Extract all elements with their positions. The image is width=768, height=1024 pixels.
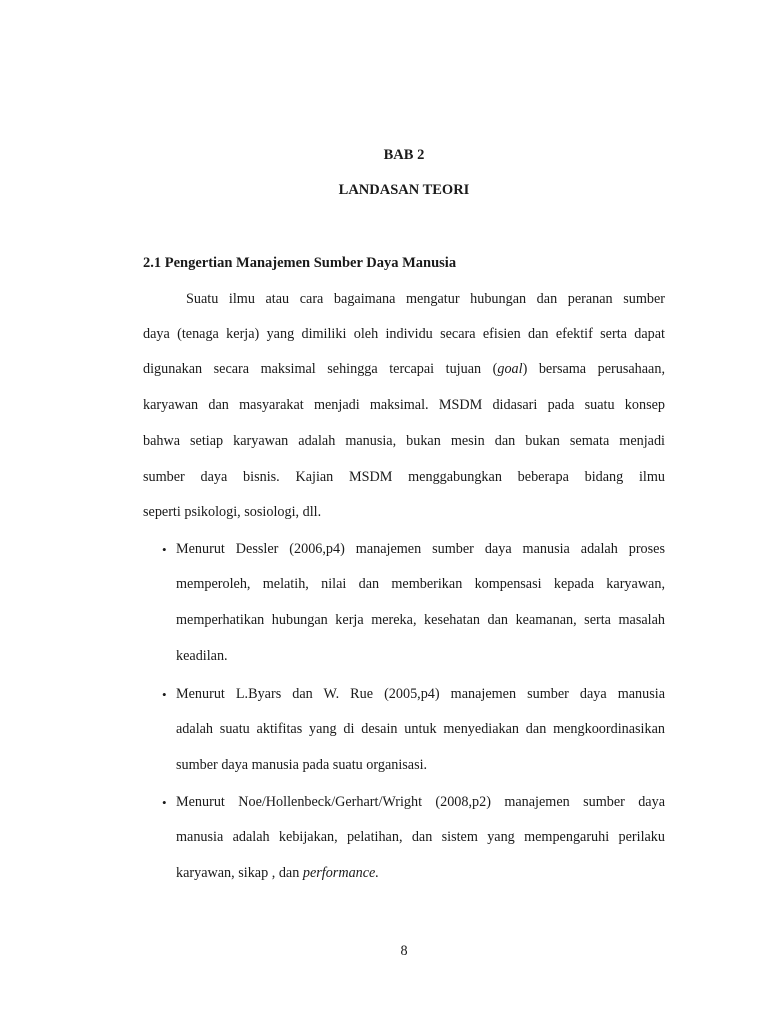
bullet-line: Menurut L.Byars dan W. Rue (2005,p4) manajemen sumber daya manusia (176, 686, 665, 702)
page-number: 8 (400, 943, 408, 959)
italic-term: performance. (302, 865, 379, 881)
paragraph-line: Suatu ilmu atau cara bagaimana mengatur hubungan dan peranan sumber (186, 291, 665, 307)
bullet-line: manusia adalah kebijakan, pelatihan, dan sistem yang mempengaruhi perilaku (176, 829, 665, 845)
paragraph-line: bahwa setiap karyawan adalah manusia, bukan mesin dan bukan semata menjadi (143, 433, 665, 449)
bullet-line: keadilan. (176, 648, 228, 664)
bullet-line: adalah suatu aktifitas yang di desain untuk menyediakan dan mengkoordinasikan (176, 721, 665, 737)
bullet-line: Menurut Noe/Hollenbeck/Gerhart/Wright (2008,p2) manajemen sumber daya (176, 794, 665, 810)
bullet-marker: • (162, 795, 167, 810)
bullet-marker: • (162, 687, 167, 702)
text-span: karyawan, sikap , dan (176, 865, 303, 881)
chapter-number: BAB 2 (383, 147, 425, 163)
bullet-line: Menurut Dessler (2006,p4) manajemen sumber daya manusia adalah proses (176, 541, 665, 557)
chapter-title: LANDASAN TEORI (338, 182, 470, 198)
paragraph-line (143, 360, 665, 378)
bullet-marker: • (162, 542, 167, 557)
paragraph-line: karyawan dan masyarakat menjadi maksimal. MSDM didasari pada suatu konsep (143, 397, 665, 413)
paragraph-line: daya (tenaga kerja) yang dimiliki oleh individu secara efisien dan efektif serta dapat (143, 326, 665, 342)
bullet-line: memperoleh, melatih, nilai dan memberikan kompensasi kepada karyawan, (176, 576, 665, 592)
text-span: digunakan secara maksimal sehingga tercapai tujuan ( (143, 361, 498, 377)
bullet-line (176, 864, 665, 882)
paragraph-line: sumber daya bisnis. Kajian MSDM menggabungkan beberapa bidang ilmu (143, 469, 665, 485)
paragraph-line: seperti psikologi, sosiologi, dll. (143, 504, 322, 520)
italic-term: goal (497, 361, 523, 377)
section-heading: 2.1 Pengertian Manajemen Sumber Daya Manusia (143, 255, 457, 271)
bullet-line: sumber daya manusia pada suatu organisasi. (176, 757, 428, 773)
text-span: ) bersama perusahaan, (522, 361, 665, 377)
bullet-line: memperhatikan hubungan kerja mereka, kesehatan dan keamanan, serta masalah (176, 612, 665, 628)
